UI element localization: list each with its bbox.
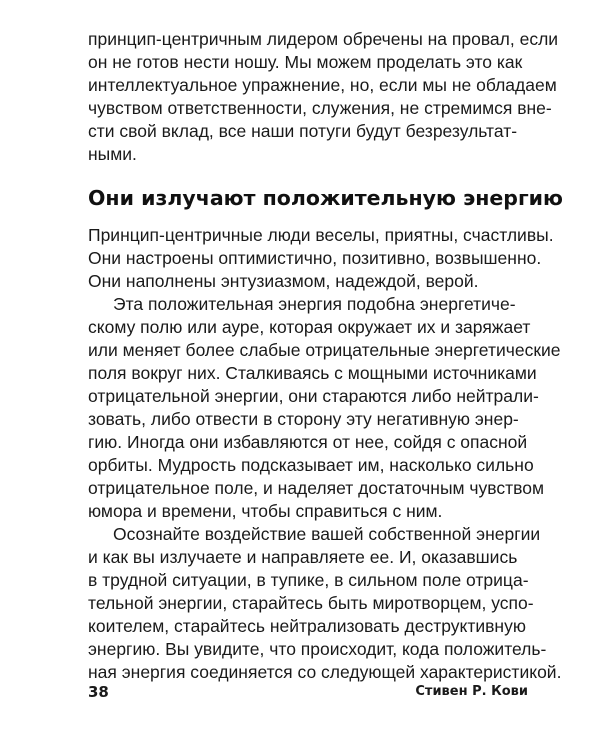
text-line: Осознайте воздействие вашей собственной энергии (113, 524, 541, 544)
text-line: отрицательной энергии, они стараются либо нейтрали- (88, 386, 539, 406)
text-line: юмора и времени, чтобы справиться с ним. (88, 501, 443, 521)
running-footer-author: Стивен Р. Кови (415, 684, 528, 699)
text-line: отрицательное поле, и наделяет достаточным чувством (88, 478, 545, 498)
text-line: и как вы излучаете и направляете ее. И, оказавшись (88, 547, 518, 567)
text-line: или меняет более слабые отрицательные энергетические (88, 340, 561, 360)
page-number: 38 (88, 683, 109, 701)
text-line: орбиты. Мудрость подсказывает им, насколько сильно (88, 455, 534, 475)
text-line: чувством ответственности, служения, не стремимся вне- (88, 98, 552, 118)
text-line: зовать, либо отвести в сторону эту негативную энер- (88, 409, 519, 429)
text-line: тельной энергии, старайтесь быть миротворцем, успо- (88, 593, 534, 613)
text-line: он не готов нести ношу. Мы можем проделать это как (88, 52, 523, 72)
text-line: Принцип-центричные люди веселы, приятны, счастливы. (88, 225, 554, 245)
text-line: гию. Иногда они избавляются от нее, сойдя с опасной (88, 432, 528, 452)
text-line: поля вокруг них. Сталкиваясь с мощными источниками (88, 363, 537, 383)
text-line: скому полю или ауре, которая окружает их и заряжает (88, 317, 531, 337)
text-line: сти свой вклад, все наши потуги будут безрезультат- (88, 121, 518, 141)
text-line: коителем, старайтесь нейтрализовать деструктивную (88, 616, 526, 636)
text-line: принцип-центричным лидером обречены на провал, если (88, 29, 559, 49)
text-line: Они настроены оптимистично, позитивно, возвышенно. (88, 248, 542, 268)
text-line: ными. (88, 144, 137, 164)
section-heading: Они излучают положительную энергию (88, 186, 563, 210)
text-line: Они наполнены энтузиазмом, надеждой, верой. (88, 271, 479, 291)
text-line: энергию. Вы увидите, что происходит, кода положитель- (88, 639, 547, 659)
text-line: Эта положительная энергия подобна энергетиче- (113, 294, 516, 314)
text-line: интеллектуальное упражнение, но, если мы не обладаем (88, 75, 557, 95)
text-line: ная энергия соединяется со следующей характеристикой. (88, 662, 562, 682)
text-line: в трудной ситуации, в тупике, в сильном поле отрица- (88, 570, 529, 590)
